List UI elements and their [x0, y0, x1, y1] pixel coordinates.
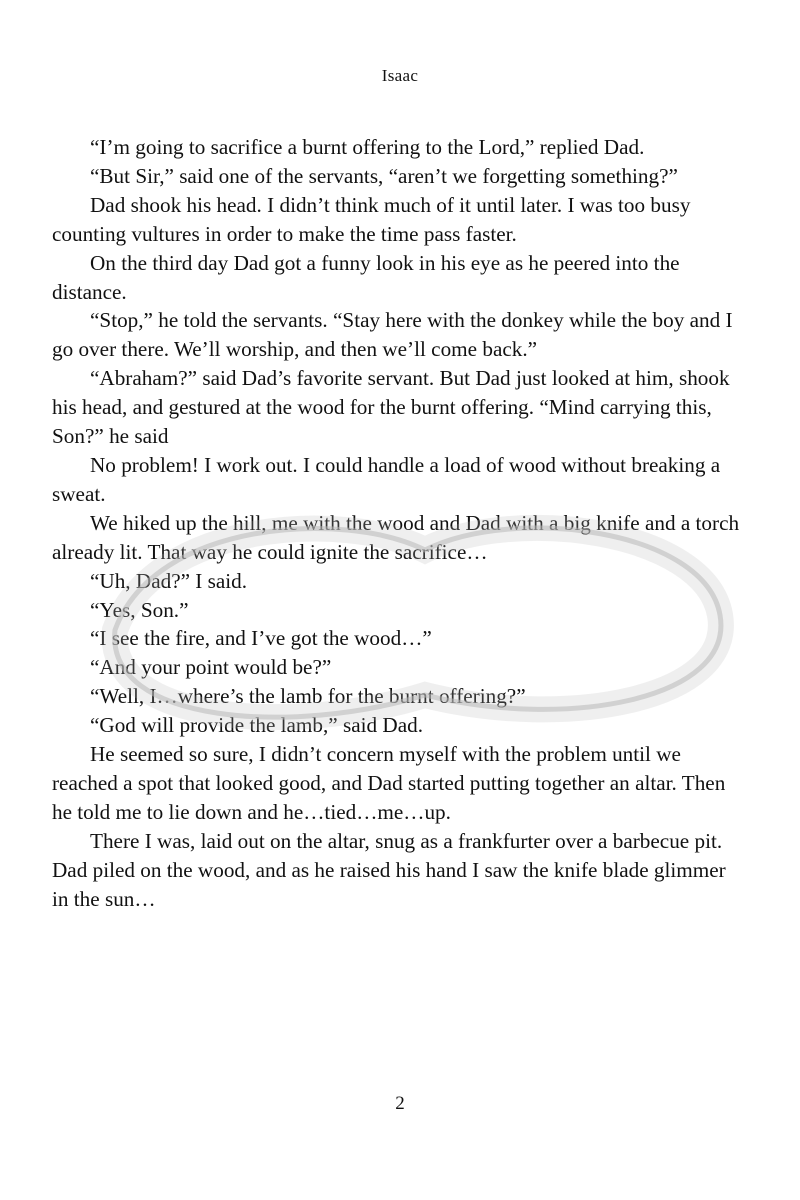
paragraph: “I’m going to sacrifice a burnt offering to the Lord,” replied Dad. — [90, 135, 645, 159]
body-text — [52, 133, 742, 913]
paragraph: He seemed so sure, I didn’t concern myself with the problem until we reached a spot that looked good, and Dad started putting together an altar. Then he told me to lie down and he…tied…me…up. — [52, 742, 726, 824]
paragraph: “Stop,” he told the servants. “Stay here with the donkey while the boy and I go over there. We’ll worship, and then we’ll come back.” — [52, 308, 733, 362]
paragraph: “God will provide the lamb,” said Dad. — [90, 713, 424, 738]
paragraph: “I see the fire, and I’ve got the wood…” — [90, 626, 432, 651]
paragraph: “Abraham?” said Dad’s favorite servant. But Dad just looked at him, shook his head, and gestured at the wood for the burnt offering. “Mind carrying this, Son?” he said — [52, 366, 730, 449]
paragraph: We hiked up the hill, me with the wood and Dad with a big knife and a torch already lit. That way he could ignite the sacrifice… — [52, 510, 740, 564]
paragraph: “And your point would be?” — [90, 655, 332, 680]
page-number: 2 — [395, 1093, 405, 1114]
paragraph: “But Sir,” said one of the servants, “aren’t we forgetting something?” — [90, 163, 678, 188]
paragraph: There I was, laid out on the altar, snug as a frankfurter over a barbecue pit. Dad piled on the wood, and as he raised his hand I saw the knife blade glimmer in the sun… — [52, 828, 726, 911]
running-head: Isaac — [381, 66, 419, 85]
paragraph: “Uh, Dad?” I said. — [90, 568, 248, 593]
paragraph: On the third day Dad got a funny look in his eye as he peered into the distance. — [52, 250, 680, 304]
paragraph: Dad shook his head. I didn’t think much of it until later. I was too busy counting vultures in order to make the time pass faster. — [52, 192, 691, 246]
paragraph: No problem! I work out. I could handle a load of wood without breaking a sweat. — [52, 452, 721, 506]
paragraph: “Well, I…where’s the lamb for the burnt offering?” — [90, 684, 526, 709]
paragraph: “Yes, Son.” — [90, 597, 189, 622]
